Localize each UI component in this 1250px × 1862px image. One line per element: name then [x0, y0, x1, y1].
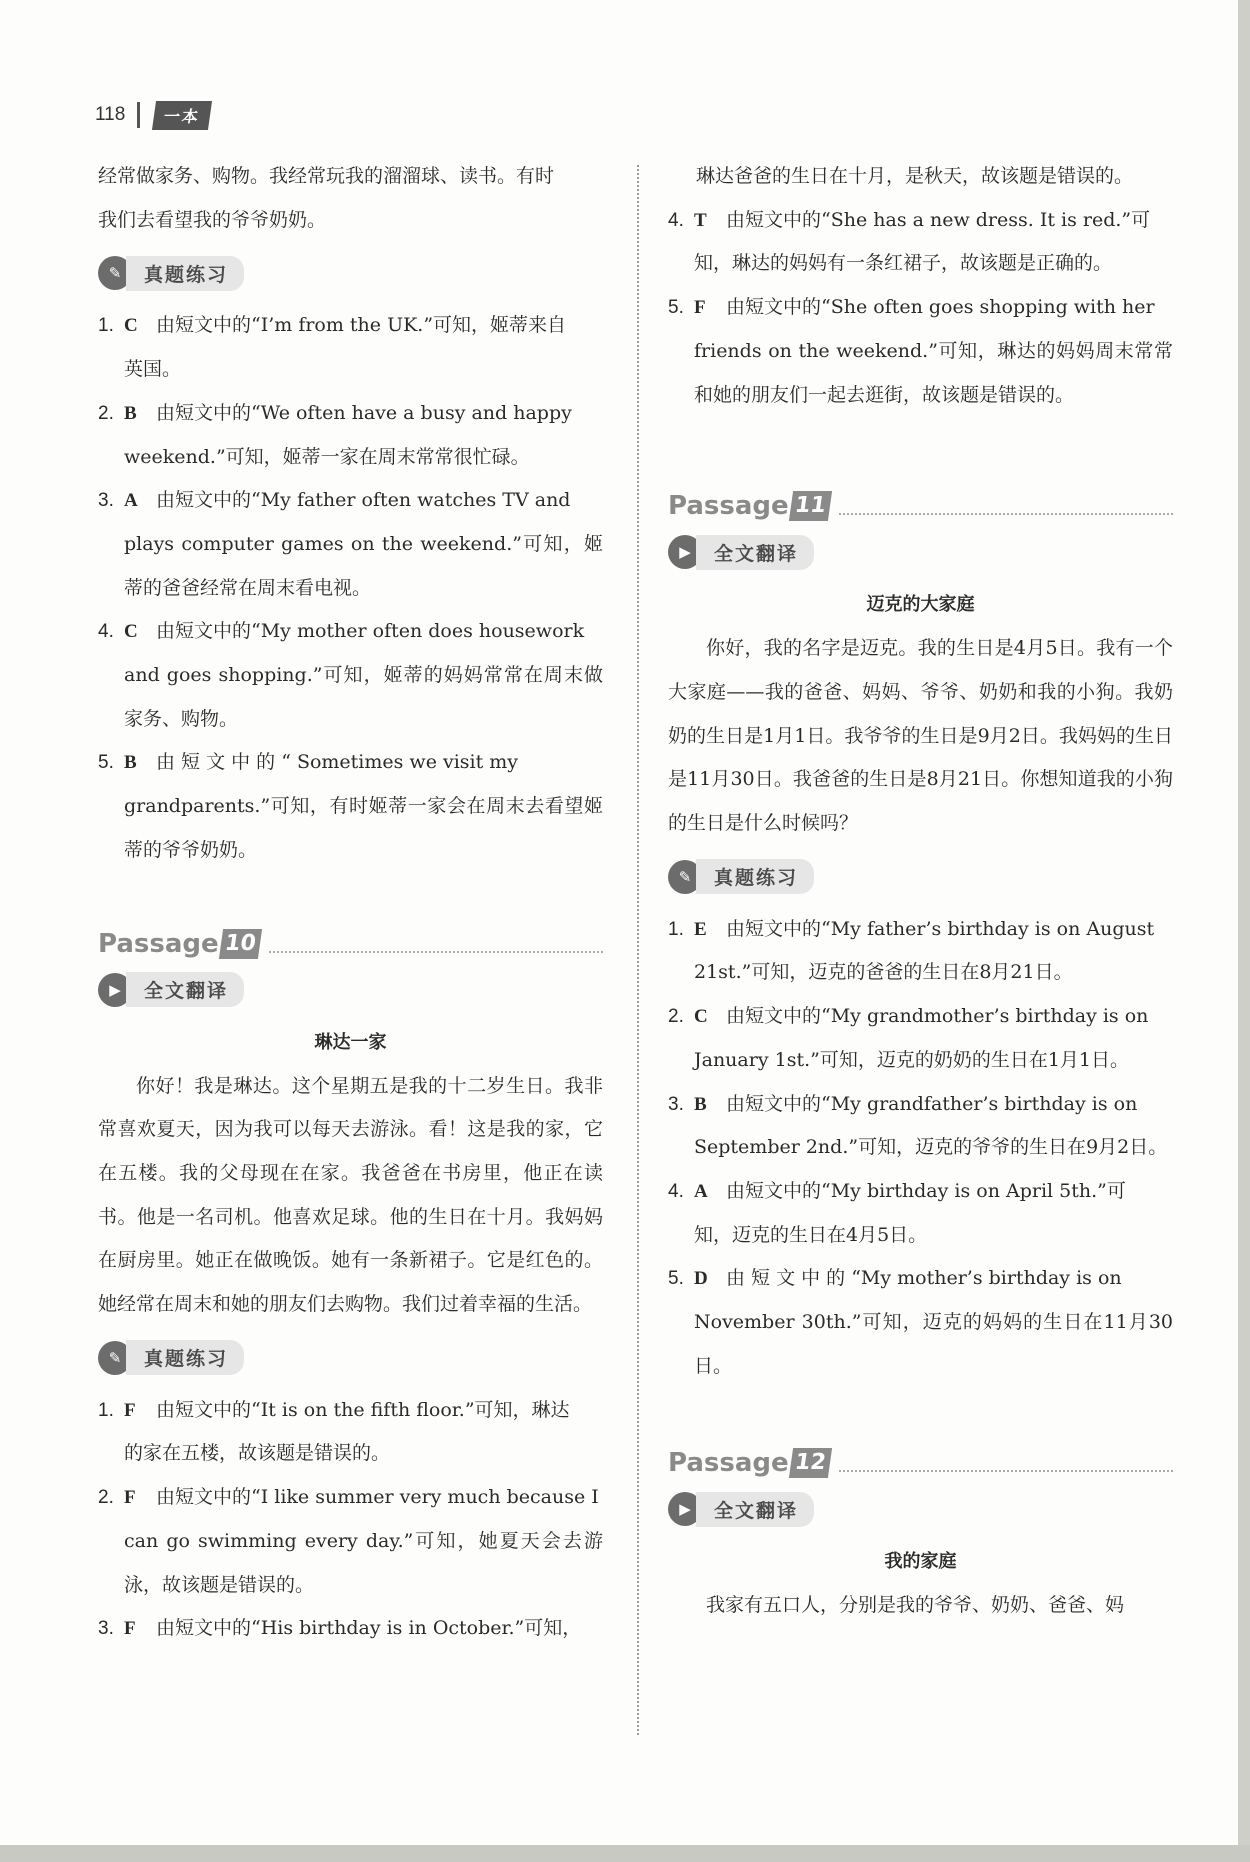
answer-text: 由短文中的“My grandmother’s birthday is on: [726, 1005, 1149, 1028]
answer-letter: B: [124, 752, 137, 774]
answer-item: [98, 479, 603, 610]
column-divider: [637, 165, 639, 1735]
answer-text: 由短文中的“We often have a busy and happy: [156, 401, 572, 424]
answer-text: 由短文中的“My grandfather’s birthday is on: [726, 1092, 1138, 1115]
answer-text-cont: January 1st.”可知，迈克的奶奶的生日在1月1日。: [694, 1048, 1130, 1071]
answer-text: 由短文中的“My birthday is on April 5th.”可: [726, 1179, 1126, 1202]
answer-text-cont: 21st.”可知，迈克的爸爸的生日在8月21日。: [694, 961, 1073, 984]
answer-number: 3.: [98, 1618, 114, 1640]
page-header: [95, 95, 210, 135]
answer-item: [668, 199, 1173, 286]
answer-text: 由 短 文 中 的 “ Sometimes we visit my: [156, 751, 519, 774]
answer-text-cont: plays computer games on the weekend.”可知，姬蒂的爸爸经常在周末看电视。: [124, 532, 603, 599]
story-text: 你好！我是琳达。这个星期五是我的十二岁生日。我非常喜欢夏天，因为我可以每天去游泳。看！这是我的家，它在五楼。我的父母现在在家。我爸爸在书房里，他正在读书。他是一名司机。他喜欢足球。他的生日在十月。我妈妈在厨房里。她正在做晚饭。她有一条新裙子。它是红色的。她经常在周末和她的朋友们去购物。我们过着幸福的生活。: [98, 1074, 603, 1316]
answer-letter: B: [694, 1093, 707, 1115]
story-title: 琳达一家: [314, 1031, 387, 1053]
story-title: 我的家庭: [884, 1551, 957, 1573]
practice-label: 真题练习: [126, 256, 244, 291]
answer-item: [668, 1083, 1173, 1170]
passage-rule: [269, 951, 603, 953]
passage-word: Passage: [668, 491, 789, 522]
answer-number: 1.: [98, 315, 114, 337]
answer-continuation: 琳达爸爸的生日在十月，是秋天，故该题是错误的。: [696, 165, 1134, 187]
story-title: 迈克的大家庭: [866, 594, 975, 616]
answer-text: 由短文中的“I’m from the UK.”可知，姬蒂来自: [156, 314, 567, 337]
answer-number: 4.: [98, 621, 114, 643]
intro-line: 经常做家务、购物。我经常玩我的溜溜球、读书。有时: [98, 165, 555, 187]
answer-text: 由短文中的“She has a new dress. It is red.”可: [726, 208, 1151, 231]
answer-text: 由短文中的“I like summer very much because I: [156, 1486, 599, 1509]
answer-item: [668, 286, 1173, 417]
answer-letter: C: [124, 621, 138, 643]
scan-edge-bottom: [0, 1845, 1250, 1862]
answer-number: 5.: [98, 752, 114, 774]
answer-item: [98, 741, 603, 872]
practice-heading: [98, 242, 603, 304]
pencil-icon: ✎: [668, 860, 702, 894]
answer-letter: B: [124, 402, 137, 424]
answer-letter: F: [124, 1618, 136, 1640]
answer-number: 4.: [668, 1180, 684, 1202]
passage-heading: [98, 895, 603, 959]
answer-item: [98, 1476, 603, 1607]
translation-heading: [668, 1478, 1173, 1540]
story-text: 你好，我的名字是迈克。我的生日是4月5日。我有一个大家庭——我的爸爸、妈妈、爷爷、奶奶和我的小狗。我奶奶的生日是1月1日。我爷爷的生日是9月2日。我妈妈的生日是11月30日。我爸爸的生日是8月21日。你想知道我的小狗的生日是什么时候吗？: [668, 637, 1173, 835]
page-number: 118: [95, 104, 126, 125]
answer-letter: T: [694, 209, 707, 231]
scan-edge-right: [1238, 0, 1250, 1862]
answer-item: [98, 304, 603, 391]
translation-heading: [668, 521, 1173, 583]
passage-number: 11: [789, 491, 832, 521]
answer-item: [98, 1607, 603, 1651]
answer-text: 由短文中的“My father often watches TV and: [156, 489, 571, 512]
answer-letter: A: [124, 490, 138, 512]
answer-letter: D: [694, 1268, 708, 1290]
practice-heading: [668, 846, 1173, 908]
answer-letter: E: [694, 918, 707, 940]
answer-text-cont: 英国。: [124, 358, 182, 381]
translation-label: 全文翻译: [126, 972, 244, 1007]
answer-text: 由短文中的“She often goes shopping with her: [726, 296, 1155, 319]
answer-text-cont: and goes shopping.”可知，姬蒂的妈妈常常在周末做家务、购物。: [124, 664, 603, 730]
answer-text-cont: grandparents.”可知，有时姬蒂一家会在周末去看望姬蒂的爷爷奶奶。: [124, 795, 603, 861]
answer-letter: F: [694, 297, 706, 319]
answer-item: [98, 392, 603, 479]
answer-number: 1.: [668, 918, 684, 940]
answer-item: [98, 610, 603, 741]
answer-text-cont: September 2nd.”可知，迈克的爷爷的生日在9月2日。: [694, 1136, 1168, 1159]
answer-text-cont: weekend.”可知，姬蒂一家在周末常常很忙碌。: [124, 445, 530, 468]
answer-text-cont: 知，迈克的生日在4月5日。: [694, 1223, 928, 1246]
answer-item: [668, 1257, 1173, 1388]
practice-label: 真题练习: [126, 1340, 244, 1375]
pencil-icon: ✎: [98, 256, 132, 290]
answer-letter: F: [124, 1399, 136, 1421]
practice-heading: [98, 1327, 603, 1389]
passage-heading: [668, 457, 1173, 521]
left-column: [98, 155, 603, 1651]
passage-number: 10: [219, 929, 262, 959]
answer-item: [98, 1389, 603, 1476]
answer-number: 2.: [98, 1487, 114, 1509]
answer-text: 由短文中的“My father’s birthday is on August: [726, 917, 1155, 940]
play-icon: ▶: [98, 973, 132, 1007]
passage-number: 12: [789, 1448, 832, 1478]
translation-heading: [98, 959, 603, 1021]
answer-text-cont: November 30th.”可知，迈克的妈妈的生日在11月30日。: [694, 1311, 1173, 1377]
passage-word: Passage: [668, 1448, 789, 1479]
book-logo: 一本: [152, 101, 212, 130]
answer-letter: C: [124, 315, 138, 337]
answer-item: [668, 1170, 1173, 1257]
answer-letter: C: [694, 1006, 708, 1028]
translation-label: 全文翻译: [696, 1492, 814, 1527]
answer-number: 3.: [668, 1093, 684, 1115]
translation-label: 全文翻译: [696, 535, 814, 570]
passage-heading: [668, 1414, 1173, 1478]
practice-label: 真题练习: [696, 859, 814, 894]
story-text: 我家有五口人，分别是我的爷爷、奶奶、爸爸、妈: [706, 1594, 1125, 1617]
header-divider: [137, 102, 140, 128]
passage-rule: [839, 1470, 1173, 1472]
play-icon: ▶: [668, 535, 702, 569]
right-column: [668, 155, 1173, 1628]
answer-number: 2.: [668, 1006, 684, 1028]
answer-number: 3.: [98, 490, 114, 512]
play-icon: ▶: [668, 1492, 702, 1526]
answer-text: 由短文中的“It is on the fifth floor.”可知，琳达: [156, 1398, 570, 1421]
answer-letter: F: [124, 1487, 136, 1509]
answer-number: 4.: [668, 209, 684, 231]
passage-word: Passage: [98, 928, 219, 959]
answer-text-cont: 知，琳达的妈妈有一条红裙子，故该题是正确的。: [694, 252, 1113, 275]
answer-number: 5.: [668, 1268, 684, 1290]
answer-text-cont: 的家在五楼，故该题是错误的。: [124, 1442, 391, 1465]
answer-number: 2.: [98, 402, 114, 424]
answer-letter: A: [694, 1180, 708, 1202]
answer-number: 5.: [668, 297, 684, 319]
pencil-icon: ✎: [98, 1341, 132, 1375]
answer-text: 由短文中的“My mother often does housework: [156, 620, 585, 643]
answer-text-cont: can go swimming every day.”可知，她夏天会去游泳，故该题是错误的。: [124, 1529, 603, 1596]
answer-number: 1.: [98, 1399, 114, 1421]
answer-item: [668, 908, 1173, 995]
intro-line: 我们去看望我的爷爷奶奶。: [98, 208, 327, 231]
answer-item: [668, 995, 1173, 1082]
passage-rule: [839, 513, 1173, 515]
answer-text: 由短文中的“His birthday is in October.”可知，: [156, 1617, 582, 1640]
answer-text-cont: friends on the weekend.”可知，琳达的妈妈周末常常和她的朋友们一起去逛街，故该题是错误的。: [694, 339, 1173, 406]
answer-text: 由 短 文 中 的 “My mother’s birthday is on: [726, 1267, 1122, 1290]
